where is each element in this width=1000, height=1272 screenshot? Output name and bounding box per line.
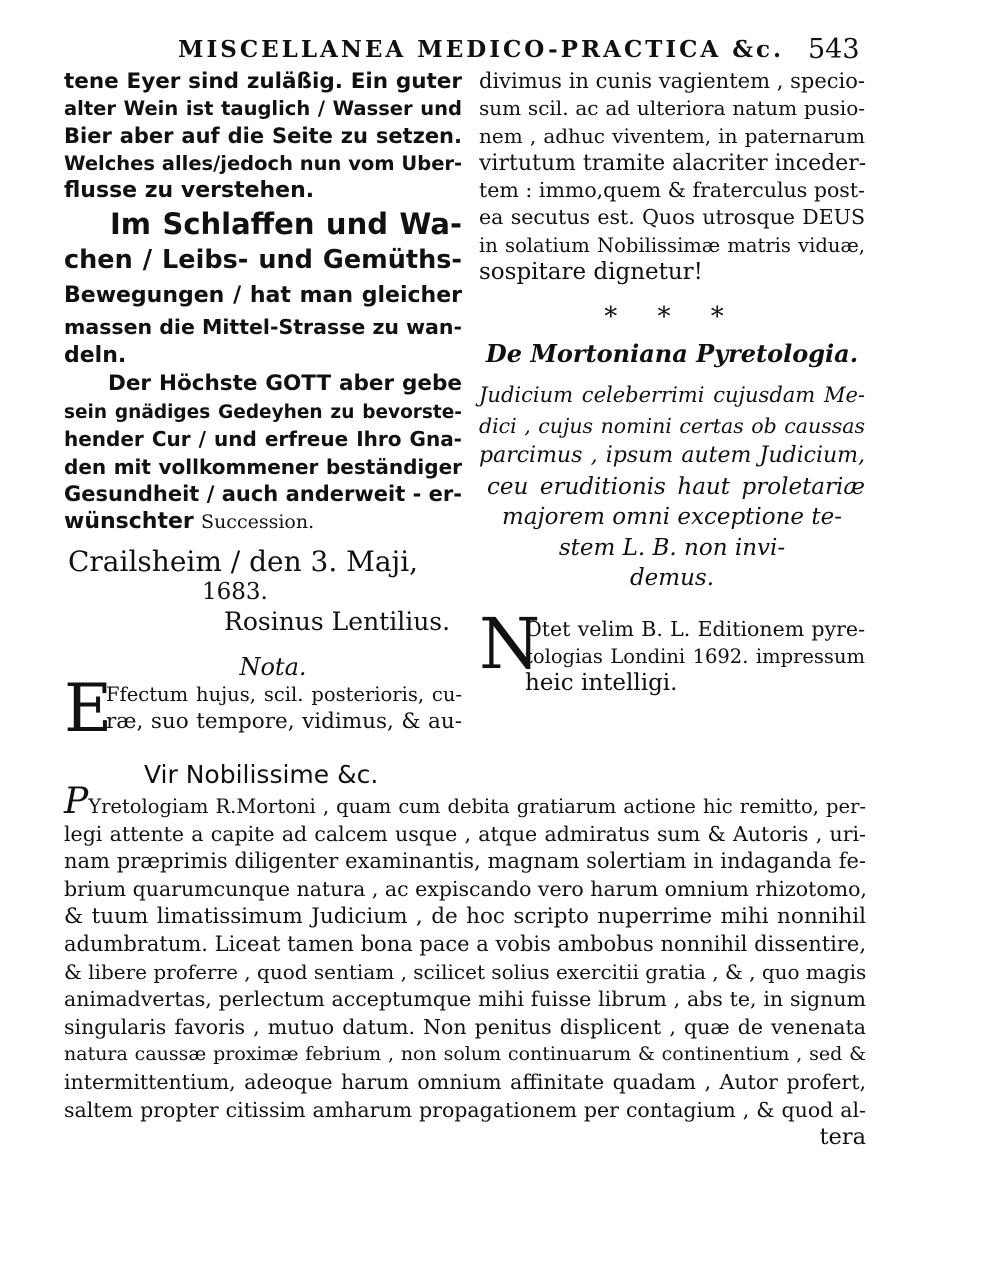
right-text-line: tem : immo,quem & fraterculus post- [479,178,865,203]
nota-dropcap: E [64,670,113,748]
right-text-line: nem , adhuc viventem, in paternarum [479,123,865,148]
left-text-line: Gesundheit / auch anderweit - er- [64,481,462,506]
right-text-line: virtutum tramite alacriter inceder- [479,150,867,176]
nota-line: Ffectum hujus, scil. posterioris, cu- [106,683,462,707]
section-stars: * * * [604,302,740,333]
note-dropcap: N [479,602,541,685]
left-text-line: massen die Mittel-Strasse zu wan- [64,315,462,340]
place-date: Crailsheim / den 3. Maji, [68,544,419,578]
letter-first-line-text: Yretologiam R.Mortoni , quam cum debita gratiarum actione hic remitto, per- [88,795,866,818]
catchword: tera [819,1124,866,1151]
left-text-line: den mit vollkommener beständiger [64,454,462,479]
right-text-line: in solatium Nobilissimæ matris viduæ, [479,233,865,257]
right-text-line: sospitare dignetur! [479,259,703,286]
letter-line: intermittentium, adeoque harum omnium affinitate quadam , Autor profert, [64,1069,866,1094]
left-heading-line: chen / Leibs- und Gemüths- [64,245,462,276]
section-title: De Mortoniana Pyretologia. [485,339,859,369]
page-number: 543 [808,34,860,65]
right-column [479,68,865,698]
judicium-line: dici , cujus nomini certas ob caussas [479,413,865,438]
left-text-line: hender Cur / und erfreue Ihro Gna- [64,427,462,452]
last-line-german: wünschter [64,509,194,535]
right-text-line: sum scil. ac ad ulteriora natum pusio- [479,96,865,121]
left-text-line: deln. [64,342,127,368]
letter-line: singularis favoris , mutuo datum. Non penitus displicent , quæ de venenata [64,1014,866,1039]
left-text-line: sein gnädiges Gedeyhen zu bevorste- [64,402,462,424]
left-text-line: Der Höchste GOTT aber gebe [108,371,462,397]
last-line-latin: Succession. [201,511,315,534]
letter-line: nam præprimis diligenter examinantis, magnam solertiam in indaganda fe- [64,849,866,874]
left-heading-line: Bewegungen / hat man gleicher [64,283,462,309]
letter-block [64,760,866,1152]
left-text-line: Bier aber auf die Seite zu setzen. [64,123,462,148]
judicium-line: stem L. B. non invi- [558,534,786,561]
left-text-line-mixed [64,508,462,536]
letter-line: saltem propter citissim amharum propagationem per contagium , & quod al- [64,1097,866,1122]
note-line: Otet velim B. L. Editionem pyre- [525,616,865,641]
left-heading-line: Im Schlaffen und Wa- [110,207,462,242]
letter-line: brium quarumcunque natura , ac expiscando vero harum omnium rhizotomo, [64,876,867,901]
letter-initial: P [64,781,89,822]
letter-line: & libere proferre , quod sentiam , scilicet solius exercitii gratia , & , quo magis [64,959,867,984]
letter-first-line [64,781,866,822]
note-line: tologias Londini 1692. impressum [525,645,865,669]
nota-line: ræ, suo tempore, vidimus, & au- [106,709,462,735]
left-text-line: Welches alles/jedoch nun vom Uber- [64,151,463,175]
right-text-line: ea secutus est. Quos utrosque DEUS [479,205,865,230]
nota-block [64,670,462,748]
note-line: heic intelligi. [525,670,678,697]
judicium-line: majorem omni exceptione te- [502,504,842,531]
judicium-line: demus. [629,565,715,592]
judicium-line: Judicium celeberrimi cujusdam Me- [479,383,865,408]
letter-line: legi attente a capite ad calcem usque , atque admiratus sum & Autoris , uri- [64,821,866,846]
note-block [479,602,865,698]
judicium-block [479,380,865,594]
left-column [64,68,463,748]
left-text-line: tene Eyer sind zuläßig. Ein guter [64,69,462,94]
letter-line: natura caussæ proximæ febrium , non solum continuarum & continentium , sed & [64,1043,866,1066]
judicium-line: parcimus , ipsum autem Judicium, [479,443,865,469]
letter-line: animadvertas, perlectum acceptumque mihi fuisse librum , abs te, in signum [64,987,866,1012]
left-text-line: alter Wein ist tauglich / Wasser und [64,97,462,121]
letter-line: & tuum limatissimum Judicium , de hoc scripto nuperrime mihi nonnihil [64,904,866,930]
left-text-line: flusse zu verstehen. [64,178,315,204]
letter-salutation: Vir Nobilissime &c. [144,760,379,789]
right-text-line: divimus in cunis vagientem , specio- [479,69,865,93]
letter-line: adumbratum. Liceat tamen bona pace a vobis ambobus nonnihil dissentire, [64,931,867,956]
nota-title: Nota. [239,652,307,681]
year: 1683. [202,578,268,605]
judicium-line: ceu eruditionis haut proletariæ [487,473,865,500]
signature: Rosinus Lentilius. [224,606,451,636]
running-head: MISCELLANEA MEDICO-PRACTICA &c. [178,36,785,63]
